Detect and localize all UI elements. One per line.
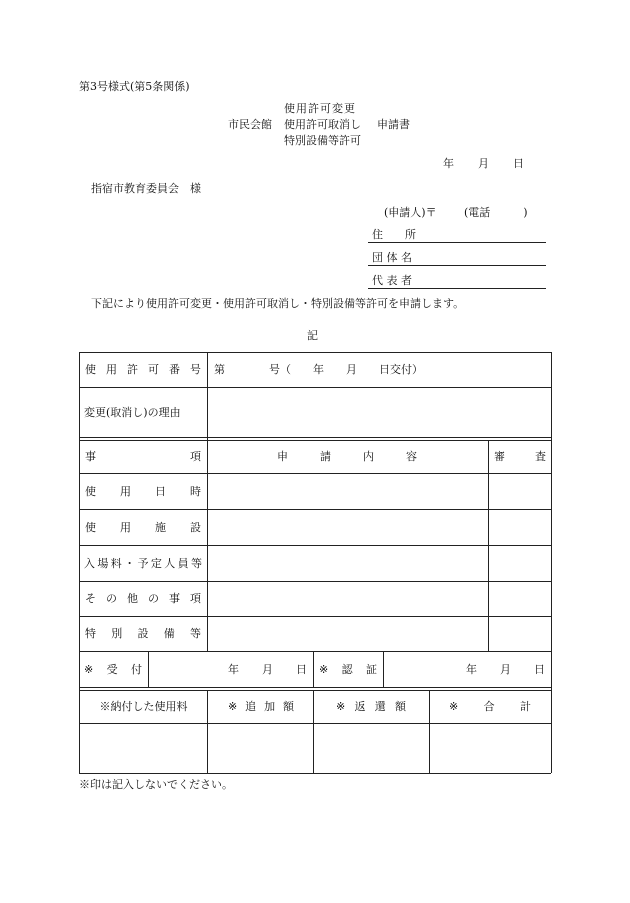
label-glyph: 用 bbox=[106, 363, 117, 376]
label-glyph: 証 bbox=[366, 662, 377, 676]
label-glyph: 事 bbox=[85, 450, 96, 463]
label-glyph: 受 bbox=[106, 662, 118, 676]
representative-underline bbox=[368, 288, 546, 289]
label-glyph: 料 bbox=[110, 556, 122, 570]
label-glyph: 等 bbox=[190, 627, 201, 640]
label-glyph: ※ bbox=[228, 700, 238, 713]
fee-header-total bbox=[449, 690, 531, 723]
label-glyph: 審 bbox=[494, 450, 505, 463]
form-number: 第3号様式(第5条関係) bbox=[79, 80, 190, 93]
fee-header-additional bbox=[228, 690, 294, 723]
label-glyph: 還 bbox=[374, 700, 386, 713]
label-glyph: 予 bbox=[137, 556, 149, 570]
fee-divider bbox=[313, 690, 314, 773]
label-glyph: 項 bbox=[190, 592, 201, 605]
applicant-label: (申請人)〒 bbox=[384, 206, 437, 219]
review-divider bbox=[488, 440, 489, 651]
title-suffix: 申請書 bbox=[377, 118, 410, 131]
label-glyph: 使 bbox=[85, 520, 96, 534]
certified-divider bbox=[313, 651, 314, 687]
date-year: 年 bbox=[443, 157, 454, 170]
label-glyph: ※ bbox=[449, 700, 459, 713]
label-glyph: 許 bbox=[127, 363, 138, 376]
permit-number-label bbox=[85, 352, 201, 387]
label-glyph: 加 bbox=[264, 700, 276, 713]
label-glyph: ※ bbox=[319, 662, 329, 676]
addressee: 指宿市教育委員会 様 bbox=[91, 182, 201, 195]
label-glyph: 使 bbox=[85, 363, 96, 376]
label-glyph: 号 bbox=[190, 363, 201, 376]
applicant-phone: (電話 ) bbox=[464, 206, 528, 219]
label-glyph: 設 bbox=[190, 520, 201, 534]
title-line1: 使用許可変更 bbox=[284, 102, 356, 115]
table-rule bbox=[79, 723, 551, 724]
label-glyph: 容 bbox=[406, 450, 417, 463]
received-divider bbox=[148, 651, 149, 687]
label-glyph: 等 bbox=[191, 556, 202, 570]
label-glyph: 備 bbox=[163, 627, 175, 640]
label-glyph: ・ bbox=[124, 556, 136, 570]
label-glyph: 用 bbox=[120, 520, 131, 534]
certified-label bbox=[319, 651, 377, 687]
label-glyph: 申 bbox=[277, 450, 288, 463]
received-label bbox=[84, 651, 142, 687]
label-glyph: 日 bbox=[296, 662, 307, 676]
label-glyph: 月 bbox=[500, 662, 511, 676]
table-rule bbox=[79, 437, 551, 438]
label-glyph: の bbox=[148, 592, 159, 605]
date-month: 月 bbox=[478, 157, 489, 170]
label-glyph: 計 bbox=[520, 700, 531, 713]
row-label-special-equipment bbox=[85, 616, 201, 651]
statement: 下記により使用許可変更・使用許可取消し・特別設備等許可を申請します。 bbox=[91, 297, 465, 310]
label-glyph: 項 bbox=[190, 450, 201, 463]
applicant-representative-label: 代 表 者 bbox=[372, 274, 412, 287]
title-facility: 市民会館 bbox=[228, 118, 272, 131]
label-glyph: 員 bbox=[177, 556, 189, 570]
fee-divider bbox=[207, 690, 208, 773]
title-line3: 特別設備等許可 bbox=[284, 134, 361, 147]
reason-label: 変更(取消し)の理由 bbox=[84, 405, 181, 419]
ki-label: 記 bbox=[307, 329, 318, 342]
label-glyph: 可 bbox=[148, 363, 159, 376]
label-glyph: ※ bbox=[84, 662, 94, 676]
label-glyph: 年 bbox=[466, 662, 477, 676]
label-glyph: 定 bbox=[150, 556, 162, 570]
label-glyph: 認 bbox=[341, 662, 353, 676]
label-glyph: 使 bbox=[85, 484, 96, 498]
label-glyph: 内 bbox=[363, 450, 374, 463]
label-glyph: 設 bbox=[137, 627, 149, 640]
fee-header-paid: ※納付した使用料 bbox=[99, 700, 188, 713]
table-bottom-border bbox=[79, 773, 551, 774]
title-line2: 使用許可取消し bbox=[284, 118, 361, 131]
row-label-admission bbox=[84, 545, 202, 581]
label-glyph: 合 bbox=[483, 700, 495, 713]
certified-date-divider bbox=[383, 651, 384, 687]
certified-date bbox=[466, 651, 545, 687]
table-right-border bbox=[551, 352, 552, 773]
row-label-usage-datetime bbox=[85, 473, 201, 509]
label-glyph: 付 bbox=[131, 662, 142, 676]
label-glyph: 時 bbox=[190, 484, 201, 498]
header-content bbox=[277, 440, 417, 473]
label-glyph: 特 bbox=[85, 627, 96, 640]
group-underline bbox=[368, 265, 546, 266]
label-glyph: 額 bbox=[394, 700, 406, 713]
permit-number-value: 第 号（ 年 月 日交付） bbox=[214, 363, 423, 376]
received-date bbox=[228, 651, 307, 687]
header-review bbox=[494, 440, 546, 473]
label-glyph: 額 bbox=[282, 700, 294, 713]
row-label-other bbox=[85, 581, 201, 616]
label-glyph: 査 bbox=[535, 450, 546, 463]
footnote: ※印は記入しないでください。 bbox=[79, 778, 233, 791]
address-underline bbox=[368, 242, 546, 243]
label-glyph: の bbox=[106, 592, 117, 605]
label-glyph: 追 bbox=[245, 700, 257, 713]
label-glyph: 事 bbox=[169, 592, 180, 605]
header-item bbox=[85, 440, 201, 473]
label-glyph: ※ bbox=[336, 700, 346, 713]
fee-header-refund bbox=[336, 690, 406, 723]
label-glyph: 日 bbox=[155, 484, 166, 498]
fee-divider bbox=[429, 690, 430, 773]
label-glyph: 月 bbox=[262, 662, 273, 676]
label-glyph: 入 bbox=[84, 556, 95, 570]
label-glyph: 番 bbox=[169, 363, 180, 376]
applicant-group-label: 団 体 名 bbox=[372, 251, 412, 264]
table-rule bbox=[79, 687, 551, 688]
date-day: 日 bbox=[513, 157, 524, 170]
label-glyph: 年 bbox=[228, 662, 239, 676]
label-glyph: そ bbox=[85, 592, 96, 605]
label-glyph: 用 bbox=[120, 484, 131, 498]
label-glyph: 人 bbox=[164, 556, 176, 570]
label-glyph: 施 bbox=[155, 520, 166, 534]
label-glyph: 返 bbox=[354, 700, 366, 713]
label-glyph: 場 bbox=[97, 556, 109, 570]
label-glyph: 請 bbox=[320, 450, 331, 463]
label-divider bbox=[207, 352, 208, 651]
label-glyph: 他 bbox=[127, 592, 138, 605]
label-glyph: 別 bbox=[111, 627, 123, 640]
applicant-address-label: 住 所 bbox=[372, 228, 416, 241]
row-label-facility bbox=[85, 509, 201, 545]
label-glyph: 日 bbox=[534, 662, 545, 676]
